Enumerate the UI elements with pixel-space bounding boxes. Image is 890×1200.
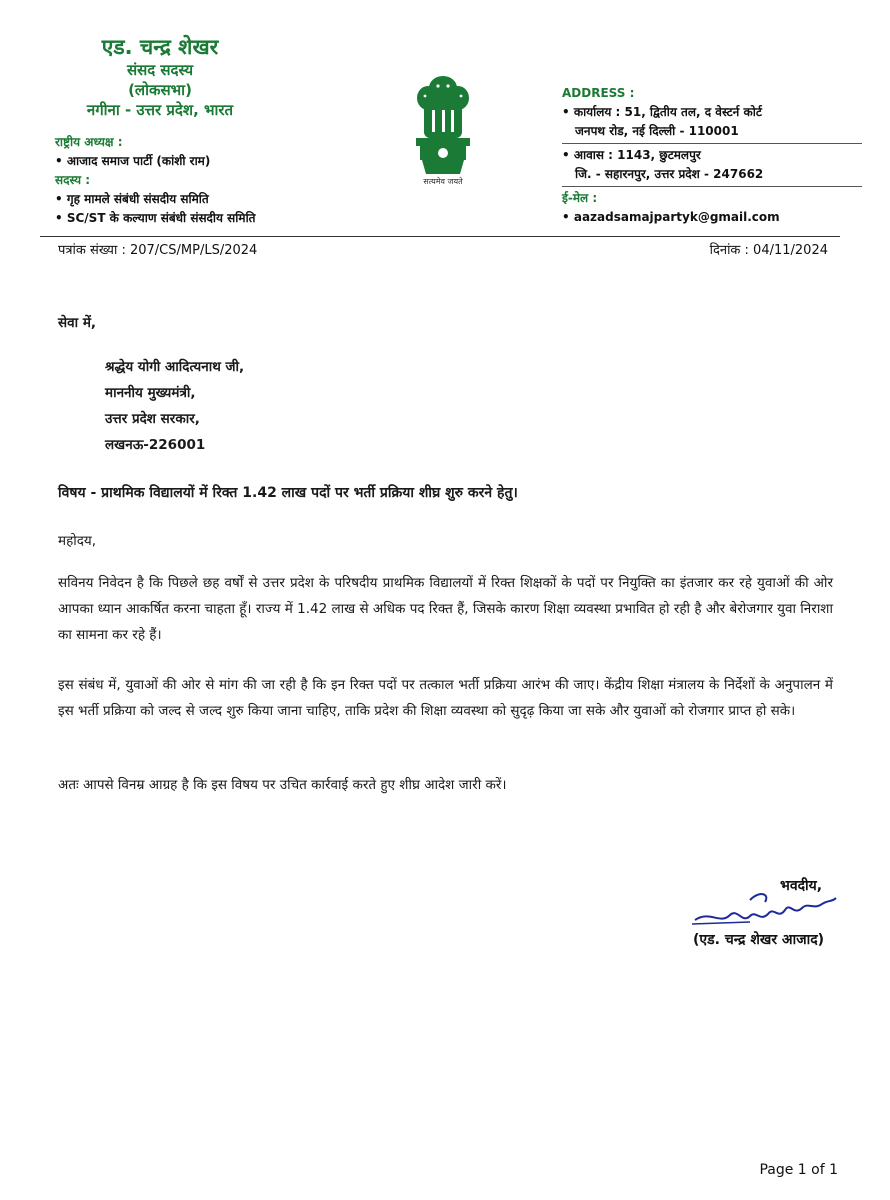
address-divider bbox=[562, 186, 862, 187]
email-address: • aazadsamajpartyk@gmail.com bbox=[562, 210, 780, 224]
letter-meta bbox=[58, 240, 838, 258]
national-emblem-icon bbox=[402, 70, 484, 190]
address-label: ADDRESS : bbox=[562, 86, 635, 100]
mp-name: एड. चन्द्र शेखर bbox=[101, 35, 219, 59]
office-address-line2: जनपथ रोड, नई दिल्ली - 110001 bbox=[575, 124, 739, 138]
address-block bbox=[562, 84, 862, 227]
paragraph-3: अतः आपसे विनम्र आग्रह है कि इस विषय पर उचित कार्रवाई करते हुए शीघ्र आदेश जारी करें। bbox=[58, 777, 507, 793]
office-address-line1: • कार्यालय : 51, द्वितीय तल, द वेस्टर्न कोर्ट bbox=[562, 105, 762, 119]
page-number: Page 1 of 1 bbox=[759, 1162, 838, 1178]
recipient-line: माननीय मुख्यमंत्री, bbox=[105, 385, 196, 401]
address-divider bbox=[562, 143, 862, 144]
paragraph-1: सविनय निवेदन है कि पिछले छह वर्षों से उत्तर प्रदेश के परिषदीय प्राथमिक विद्यालयों में रिक्त शिक्षकों के पदों पर नियुक्ति का इंतजार कर रहे युवाओं की ओर आपका ध्यान आकर्षित करना चाहता हूँ। राज्य में 1.42 लाख से अधिक पद रिक्त हैं, जिसके कारण शिक्षा व्यवस्था प्रभावित हो रही है और बेरोजगार युवा निराशा का सामना कर रहे हैं। bbox=[58, 575, 833, 643]
header-divider bbox=[40, 236, 840, 237]
closing: भवदीय, bbox=[780, 878, 823, 894]
role-label-member: सदस्य : bbox=[55, 173, 91, 187]
recipient-block bbox=[105, 354, 605, 458]
recipient-line: लखनऊ-226001 bbox=[105, 437, 206, 453]
mp-title: संसद सदस्य bbox=[126, 61, 194, 79]
residence-address-line1: • आवास : 1143, छुटमलपुर bbox=[562, 148, 701, 162]
mp-house: (लोकसभा) bbox=[128, 81, 192, 99]
role-label-president: राष्ट्रीय अध्यक्ष : bbox=[55, 135, 123, 149]
paragraph-2: इस संबंध में, युवाओं की ओर से मांग की जा रही है कि इन रिक्त पदों पर तत्काल भर्ती प्रक्रिया आरंभ की जाए। केंद्रीय शिक्षा मंत्रालय के निर्देशों के अनुपालन में इस भर्ती प्रक्रिया को जल्द से जल्द शुरु किया जाना चाहिए, ताकि प्रदेश की शिक्षा व्यवस्था को सुदृढ़ किया जा सके और युवाओं को रोजगार प्राप्त हो सके। bbox=[58, 677, 833, 719]
role-item-scst: • SC/ST के कल्याण संबंधी संसदीय समिति bbox=[55, 211, 256, 225]
mp-constituency: नगीना - उत्तर प्रदेश, भारत bbox=[86, 101, 234, 119]
signatory-name: (एड. चन्द्र शेखर आजाद) bbox=[693, 932, 825, 948]
recipient-line: श्रद्धेय योगी आदित्यनाथ जी, bbox=[105, 359, 245, 375]
recipient-line: उत्तर प्रदेश सरकार, bbox=[105, 411, 200, 427]
reference-number: पत्रांक संख्या : 207/CS/MP/LS/2024 bbox=[58, 243, 258, 258]
roles-block bbox=[55, 133, 355, 228]
emblem-motto: सत्यमेव जयते bbox=[423, 177, 463, 186]
letter-subject: विषय - प्राथमिक विद्यालयों में रिक्त 1.42 लाख पदों पर भर्ती प्रक्रिया शीघ्र शुरु करने हेतु। bbox=[58, 485, 518, 501]
addressee-intro: सेवा में, bbox=[58, 315, 97, 331]
email-label: ई-मेल : bbox=[562, 191, 598, 205]
salutation: महोदय, bbox=[58, 533, 97, 549]
letter-date: दिनांक : 04/11/2024 bbox=[709, 243, 828, 258]
role-item-party: • आजाद समाज पार्टी (कांशी राम) bbox=[55, 154, 211, 168]
role-item-home-affairs: • गृह मामले संबंधी संसदीय समिति bbox=[55, 192, 209, 206]
letterhead-name-block bbox=[30, 34, 330, 120]
residence-address-line2: जि. - सहारनपुर, उत्तर प्रदेश - 247662 bbox=[575, 167, 764, 181]
